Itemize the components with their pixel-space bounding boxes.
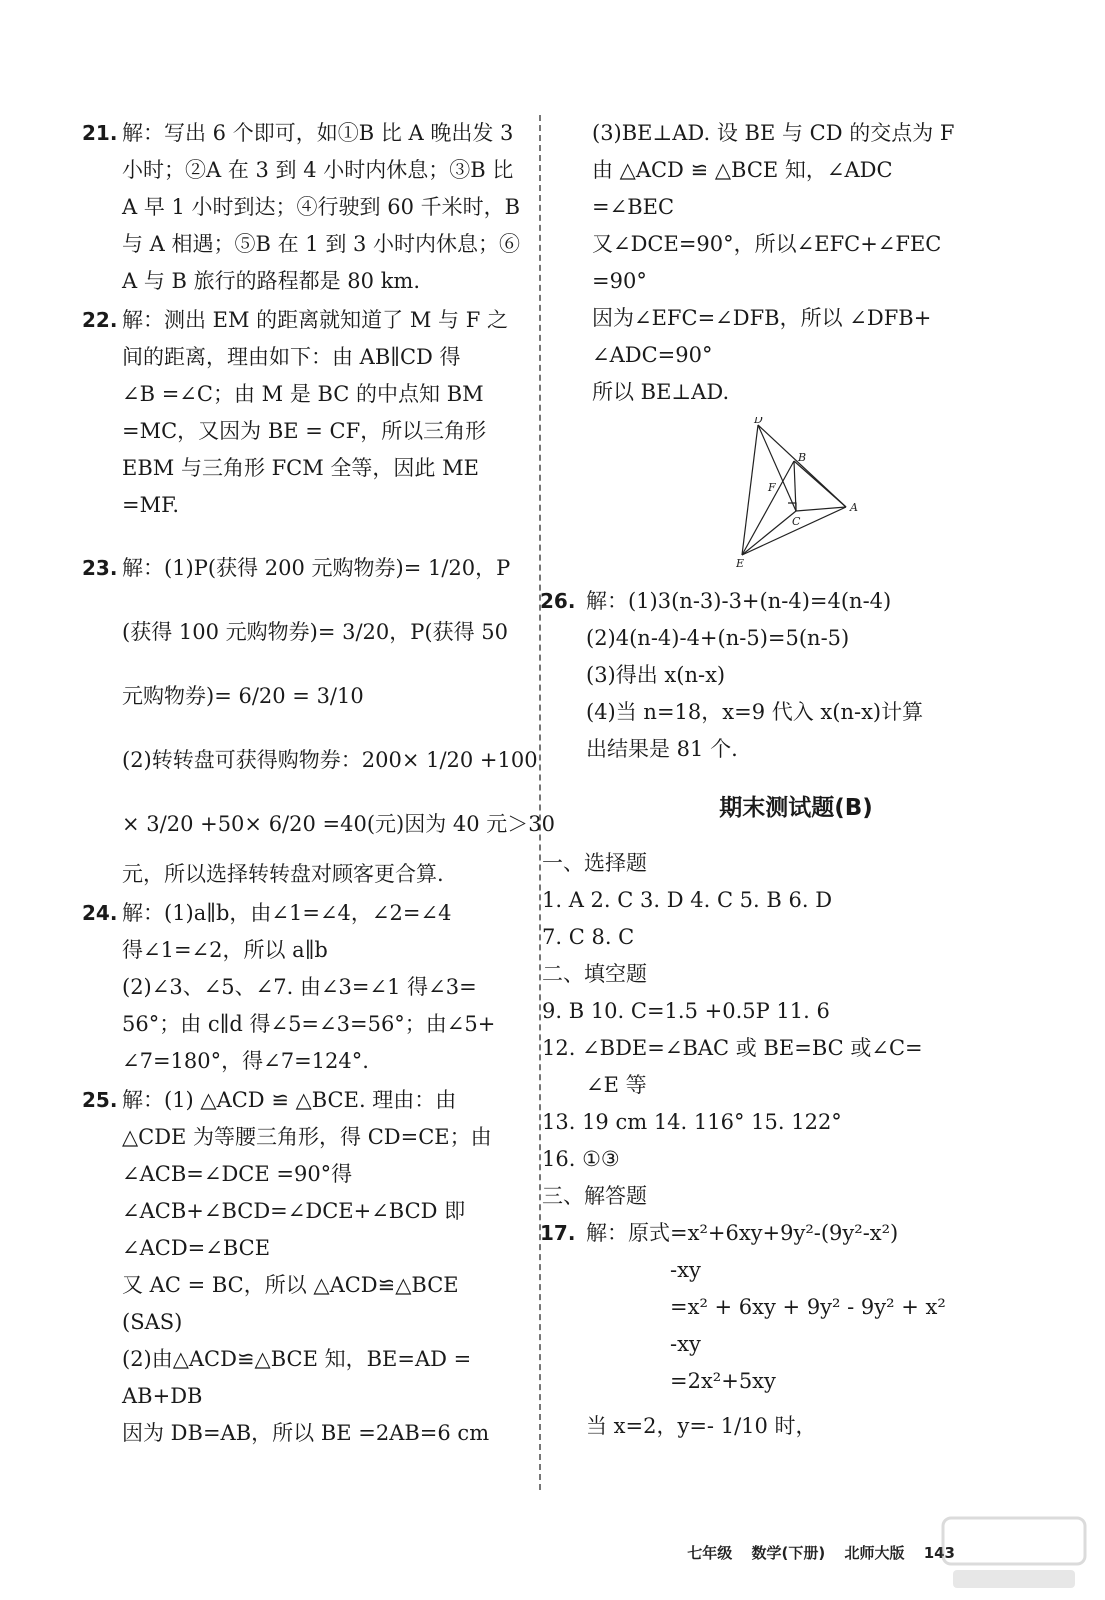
- text-line: 解：(1)P(获得 200 元购物券)= 1/20，P: [122, 556, 511, 580]
- text-line: 得∠1=∠2，所以 a∥b: [122, 938, 328, 962]
- footer-page-number: 143: [923, 1544, 955, 1562]
- text-line: △CDE 为等腰三角形，得 CD=CE；由: [122, 1125, 492, 1149]
- text-line: 出结果是 81 个.: [586, 737, 738, 761]
- text-line: AB+DB: [122, 1384, 203, 1408]
- section-title: 期末测试题(B): [719, 795, 873, 821]
- text-line: ∠ACD=∠BCE: [122, 1236, 271, 1260]
- text-line: =MF.: [122, 493, 180, 517]
- question-26: [542, 583, 1006, 768]
- text-line: (SAS): [122, 1310, 183, 1334]
- text-line: 小时；②A 在 3 到 4 小时内休息；③B 比: [122, 158, 514, 182]
- text-line: 解：写出 6 个即可，如①B 比 A 晚出发 3: [122, 121, 514, 145]
- text-line: 当 x=2，y=- 1/10 时，: [586, 1414, 817, 1438]
- text-line: 间的距离，理由如下：由 AB∥CD 得: [122, 345, 461, 369]
- question-number: 25.: [82, 1088, 118, 1112]
- text-line: ∠7=180°，得∠7=124°.: [122, 1049, 369, 1073]
- text-line: EBM 与三角形 FCM 全等，因此 ME: [122, 456, 479, 480]
- question-17: [542, 1215, 1006, 1452]
- fill-blank-answers: 12. ∠BDE=∠BAC 或 BE=BC 或∠C=: [542, 1036, 923, 1060]
- text-line: -xy: [670, 1332, 701, 1356]
- question-21: [82, 115, 521, 300]
- text-line: 解：(1)3(n-3)-3+(n-4)=4(n-4): [586, 589, 892, 613]
- text-line: 与 A 相遇；⑤B 在 1 到 3 小时内休息；⑥: [122, 232, 521, 256]
- text-line: =MC，又因为 BE = CF，所以三角形: [122, 419, 487, 443]
- text-line: (2)转转盘可获得购物券：200× 1/20 +100: [122, 748, 538, 772]
- part-3-title: 三、解答题: [542, 1184, 647, 1208]
- text-line: (2)4(n-4)-4+(n-5)=5(n-5): [586, 626, 850, 650]
- text-line: 又 AC = BC，所以 △ACD≌△BCE: [122, 1273, 459, 1297]
- left-column: [82, 115, 556, 1452]
- question-number: 22.: [82, 308, 118, 332]
- text-line: 解：原式=x²+6xy+9y²-(9y²-x²): [586, 1221, 899, 1245]
- footer-grade: 七年级: [687, 1544, 733, 1562]
- column-divider: [539, 115, 541, 1490]
- label-F: F: [768, 481, 776, 494]
- label-A: A: [850, 501, 858, 514]
- label-D: D: [754, 417, 763, 426]
- label-C: C: [792, 515, 801, 528]
- label-E: E: [736, 557, 745, 567]
- geometry-figure: [736, 417, 1006, 579]
- answer-key: [542, 845, 1006, 1452]
- text-line: 因为∠EFC=∠DFB，所以 ∠DFB+: [592, 306, 932, 330]
- text-line: (获得 100 元购物券)= 3/20，P(获得 50: [122, 620, 508, 644]
- text-line: -xy: [670, 1258, 701, 1282]
- text-line: =∠BEC: [592, 195, 675, 219]
- text-line: (4)当 n=18，x=9 代入 x(n-x)计算: [586, 700, 924, 724]
- text-line: 由 △ACD ≌ △BCE 知，∠ADC: [592, 158, 893, 182]
- text-line: 56°；由 c∥d 得∠5=∠3=56°；由∠5+: [122, 1012, 496, 1036]
- text-line: =x² + 6xy + 9y² - 9y² + x²: [670, 1295, 946, 1319]
- text-line: (2)由△ACD≌△BCE 知，BE=AD =: [122, 1347, 472, 1371]
- question-25: [84, 1082, 514, 1452]
- page-footer: [673, 1535, 955, 1572]
- right-column: [540, 115, 1006, 1452]
- text-line: 所以 BE⊥AD.: [592, 380, 730, 404]
- question-24: [84, 895, 514, 1080]
- fill-blank-answers: ∠E 等: [586, 1073, 647, 1097]
- text-line: 解：测出 EM 的距离就知道了 M 与 F 之: [122, 308, 508, 332]
- text-line: (3)得出 x(n-x): [586, 663, 726, 687]
- text-line: 元购物券)= 6/20 = 3/10: [122, 684, 364, 708]
- text-line: =2x²+5xy: [670, 1369, 776, 1393]
- footer-edition: 北师大版: [844, 1544, 905, 1562]
- text-line: ∠ACB=∠DCE =90°得: [122, 1162, 353, 1186]
- question-number: 26.: [540, 589, 576, 613]
- text-line: 元，所以选择转转盘对顾客更合算.: [122, 862, 444, 886]
- text-line: ∠ADC=90°: [592, 343, 713, 367]
- triangle-diagram: [736, 417, 886, 567]
- text-line: (3)BE⊥AD. 设 BE 与 CD 的交点为 F: [592, 121, 955, 145]
- text-line: × 3/20 +50× 6/20 =40(元)因为 40 元＞30: [122, 812, 556, 836]
- text-line: A 与 B 旅行的路程都是 80 km.: [122, 269, 421, 293]
- question-23: [82, 536, 556, 893]
- fill-blank-answers: 13. 19 cm 14. 116° 15. 122°: [542, 1110, 842, 1134]
- multiple-choice-answers: 7. C 8. C: [542, 925, 635, 949]
- part-1-title: 一、选择题: [542, 851, 647, 875]
- text-line: 解：(1)a∥b，由∠1=∠4，∠2=∠4: [122, 901, 452, 925]
- question-number: 21.: [82, 121, 118, 145]
- footer-subject: 数学(下册): [751, 1544, 826, 1562]
- fill-blank-answers: 16. ①③: [542, 1147, 620, 1171]
- question-number: 24.: [82, 901, 118, 925]
- text-line: ∠ACB+∠BCD=∠DCE+∠BCD 即: [122, 1199, 466, 1223]
- text-line: ∠B =∠C；由 M 是 BC 的中点知 BM: [122, 382, 484, 406]
- text-line: A 早 1 小时到达；④行驶到 60 千米时，B: [122, 195, 521, 219]
- fill-blank-answers: 9. B 10. C=1.5 +0.5P 11. 6: [542, 999, 830, 1023]
- question-22: [84, 302, 514, 524]
- question-number: 23.: [82, 556, 118, 580]
- question-number: 17.: [540, 1221, 576, 1245]
- part-2-title: 二、填空题: [542, 962, 647, 986]
- text-line: (2)∠3、∠5、∠7. 由∠3=∠1 得∠3=: [122, 975, 477, 999]
- text-line: =90°: [592, 269, 647, 293]
- label-B: B: [798, 451, 807, 464]
- text-line: 解：(1) △ACD ≌ △BCE. 理由：由: [122, 1088, 457, 1112]
- text-line: 因为 DB=AB，所以 BE =2AB=6 cm: [122, 1421, 490, 1445]
- watermark-logo: [939, 1514, 1089, 1594]
- question-25-continued: [586, 115, 1006, 411]
- multiple-choice-answers: 1. A 2. C 3. D 4. C 5. B 6. D: [542, 888, 833, 912]
- text-line: 又∠DCE=90°，所以∠EFC+∠FEC: [592, 232, 942, 256]
